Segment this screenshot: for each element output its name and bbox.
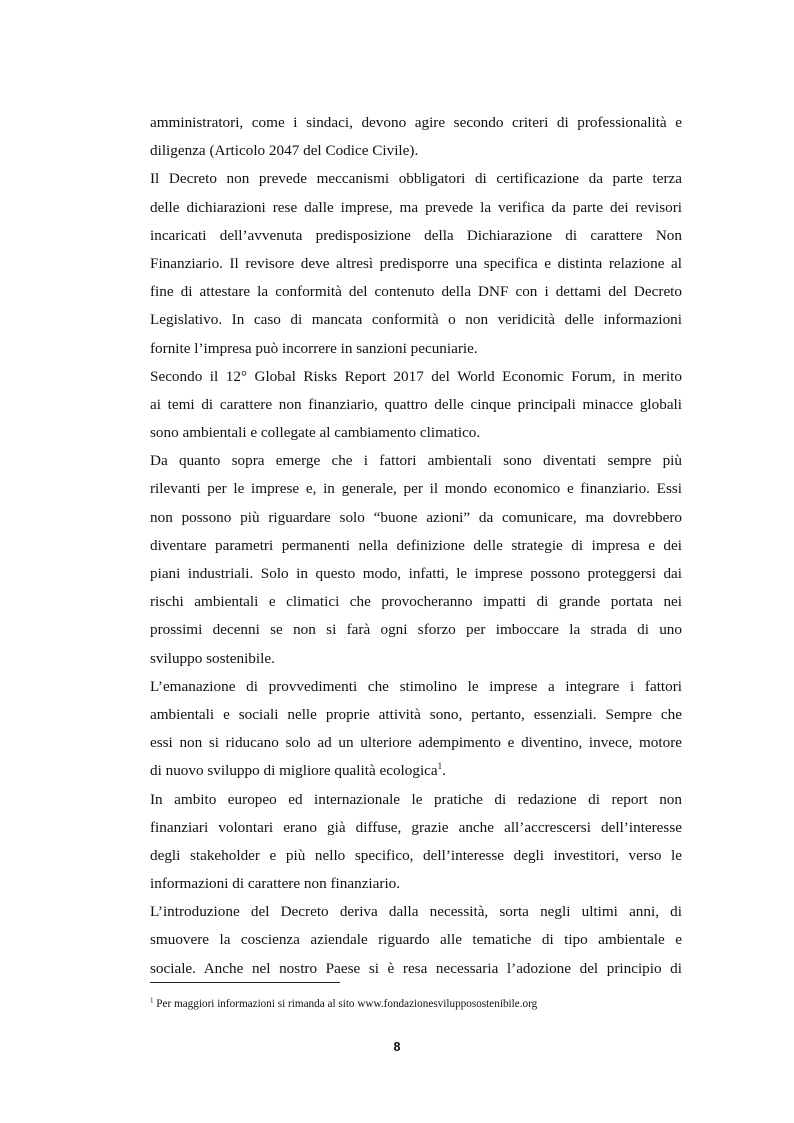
text-line: delle dichiarazioni rese dalle imprese, ma prevede la verifica da parte dei revisori [150, 198, 682, 216]
text-line: incaricati dell’avvenuta predisposizione della Dichiarazione di carattere Non [150, 226, 682, 244]
paragraph-measures [150, 673, 682, 786]
paragraph-environmental-factors [150, 447, 682, 673]
text-line: Legislativo. In caso di mancata conformità o non veridicità delle informazioni [150, 311, 682, 329]
text-line: L’emanazione di provvedimenti che stimolino le imprese a integrare i fattori [150, 677, 682, 695]
text-line: amministratori, come i sindaci, devono agire secondo criteri di professionalità e [150, 114, 682, 131]
text-line: L’introduzione del Decreto deriva dalla necessità, sorta negli ultimi anni, di [150, 903, 682, 921]
text-line: ai temi di carattere non finanziario, quattro delle cinque principali minacce globali [150, 395, 682, 413]
text-line: Secondo il 12° Global Risks Report 2017 del World Economic Forum, in merito [150, 367, 682, 385]
paragraph-certification [150, 165, 682, 362]
body-text [150, 109, 682, 983]
text-line: essi non si riducano solo ad un ulteriore adempimento e diventino, invece, motore [150, 734, 682, 752]
text-line: diventare parametri permanenti nella definizione delle strategie di impresa e dei [150, 536, 682, 554]
text-line: rilevanti per le imprese e, in generale, per il mondo economico e finanziario. Essi [150, 480, 682, 498]
text-line: Finanziario. Il revisore deve altresì predisporre una specifica e distinta relazione al [150, 254, 682, 272]
text-line: smuovere la coscienza aziendale riguardo alle tematiche di tipo ambientale e [150, 931, 682, 949]
paragraph-decree-introduction [150, 898, 682, 983]
text-line: sono ambientali e collegate al cambiamento climatico. [150, 424, 481, 442]
text-line: finanziari volontari erano già diffuse, grazie anche all’accrescersi dell’interesse [150, 818, 682, 836]
text-line: sviluppo sostenibile. [150, 649, 275, 667]
text-line: informazioni di carattere non finanziario. [150, 875, 401, 893]
footnote [150, 997, 690, 1011]
footnote-number: 1 [150, 996, 154, 1005]
paragraph-global-risks [150, 363, 682, 448]
text-line-content: di nuovo sviluppo di migliore qualità ecologica [150, 762, 438, 780]
text-line: rischi ambientali e climatici che provocheranno impatti di grande portata nei [150, 593, 682, 611]
text-line: prossimi decenni se non si farà ogni sforzo per imboccare la strada di uno [150, 621, 682, 639]
page-number: 8 [393, 1040, 401, 1054]
text-line: non possono più riguardare solo “buone azioni” da comunicare, ma dovrebbero [150, 508, 682, 526]
text-line: diligenza (Articolo 2047 del Codice Civile). [150, 142, 419, 160]
text-line: Il Decreto non prevede meccanismi obbligatori di certificazione da parte terza [150, 170, 682, 188]
paragraph-obligations [150, 109, 682, 165]
text-line: piani industriali. Solo in questo modo, infatti, le imprese possono proteggersi dai [150, 565, 682, 582]
text-line: Da quanto sopra emerge che i fattori ambientali sono diventati sempre più [150, 452, 682, 470]
sentence-end: . [442, 762, 446, 780]
footnote-separator [150, 982, 340, 983]
text-line: In ambito europeo ed internazionale le pratiche di redazione di report non [150, 790, 682, 808]
text-line: degli stakeholder e più nello specifico, dell’interesse degli investitori, verso le [150, 846, 682, 864]
text-line [150, 757, 682, 785]
text-line: ambientali e sociali nelle proprie attività sono, pertanto, essenziali. Sempre che [150, 705, 682, 723]
footnote-reference[interactable]: 1 [437, 761, 443, 772]
text-line: fine di attestare la conformità del contenuto della DNF con i dettami del Decreto [150, 283, 682, 301]
text-line: sociale. Anche nel nostro Paese si è resa necessaria l’adozione del principio di [150, 959, 682, 977]
text-line: fornite l’impresa può incorrere in sanzioni pecuniarie. [150, 339, 478, 357]
paragraph-european-context [150, 786, 682, 899]
footnote-text: Per maggiori informazioni si rimanda al sito www.fondazionesvilupposostenibile.org [153, 998, 538, 1010]
